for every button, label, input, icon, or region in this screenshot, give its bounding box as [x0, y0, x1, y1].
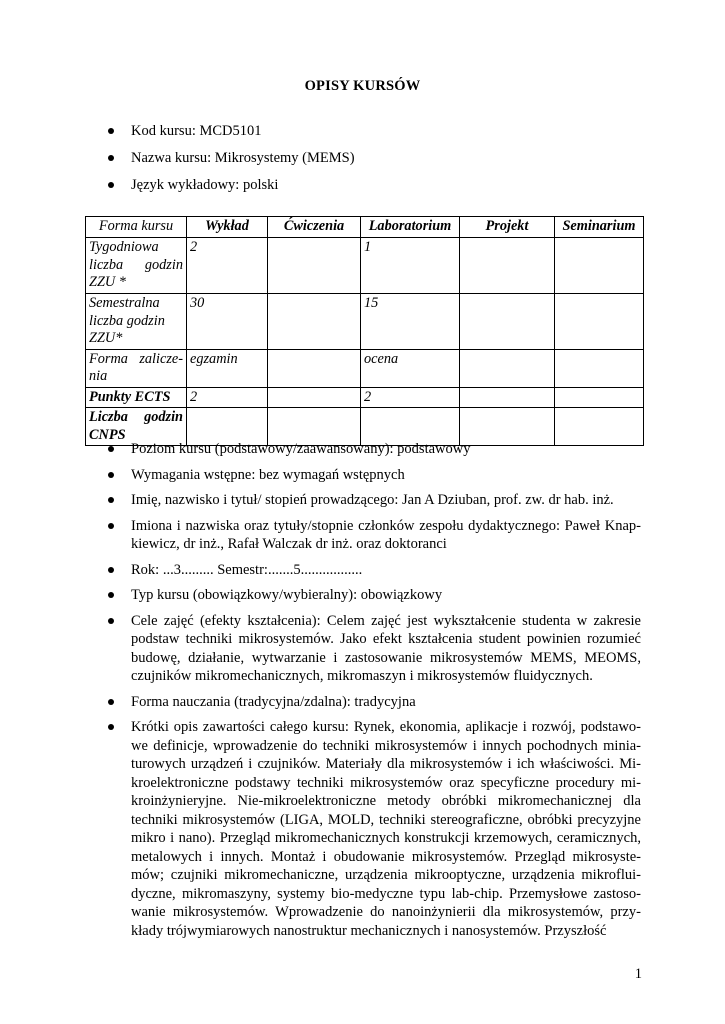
teaching-form: Forma nauczania (tradycyjna/zdalna): tradycyjna [131, 693, 416, 710]
bullet-icon [108, 724, 114, 730]
list-item [105, 612, 641, 686]
list-item [105, 122, 355, 149]
year-semester: Rok: ...3......... Semestr:.......5................. [131, 561, 363, 578]
table-cell [268, 387, 361, 408]
course-code: Kod kursu: MCD5101 [131, 123, 262, 139]
list-item [105, 561, 641, 580]
course-details-list [105, 440, 641, 947]
table-cell: 2 [187, 387, 268, 408]
bullet-icon [108, 699, 114, 705]
table-cell [555, 294, 644, 350]
list-item [105, 149, 355, 176]
table-cell: 15 [361, 294, 460, 350]
table-row-label: Forma zalicze- nia [86, 349, 187, 387]
bullet-icon [108, 497, 114, 503]
table-cell: 2 [187, 238, 268, 294]
bullet-icon [108, 618, 114, 624]
bullet-icon [108, 155, 114, 161]
list-item [105, 466, 641, 485]
course-name: Nazwa kursu: Mikrosystemy (MEMS) [131, 150, 355, 166]
course-description: Krótki opis zawartości całego kursu: Rynek, ekonomia, aplikacje i rozwój, podstawo-we definicje, wprowadzenie do techniki mikrosystemów i innych pochodnych minia-turowych urządzeń i czujników. Materiały dla mikrosystemów i ich właściwości. Mi-kroelektroniczne podstawy techniki mikrosystemów oraz specyficzne procedury mi-kroinżynieryjne. Nie-mikroelektroniczne metody obróbki mikromechanicznej dla techniki mikrosystemów (LIGA, MOLD, techniki stereograficzne, obróbki precyzyjne mikro i nano). Przegląd mikromechanicznych konstrukcji krzemowych, ceramicznych, metalowych i innych. Montaż i obudowanie mikrosystemów. Przegląd mikrosyste-mów; czujniki mikromechaniczne, urządzenia mikrooptyczne, urządzenia mikroflui-dyczne, mikromaszyny, systemy bio-medyczne typu lab-chip. Przemysłowe zastoso-wanie mikrosystemów. Wprowadzenie do nanoinżynierii dla mikrosystemów, przy-kłady trójwymiarowych nanostruktur mechanicznych i nanosystemów. Przyszłość [131, 719, 641, 939]
list-item [105, 491, 641, 510]
bullet-icon [108, 472, 114, 478]
bullet-icon [108, 446, 114, 452]
list-item [105, 586, 641, 605]
table-row [86, 387, 644, 408]
table-header-cell: Seminarium [555, 217, 644, 238]
table-cell [460, 387, 555, 408]
table-row [86, 294, 644, 350]
table-header-cell: Projekt [460, 217, 555, 238]
bullet-icon [108, 567, 114, 573]
course-level: Poziom kursu (podstawowy/zaawansowany): podstawowy [131, 441, 471, 457]
bullet-icon [108, 128, 114, 134]
table-header-cell: Ćwiczenia [268, 217, 361, 238]
list-item [105, 718, 641, 940]
table-header-cell: Forma kursu [86, 217, 187, 238]
table-cell [555, 238, 644, 294]
course-type: Typ kursu (obowiązkowy/wybieralny): obowiązkowy [131, 587, 443, 603]
prerequisites: Wymagania wstępne: bez wymagań wstępnych [131, 466, 405, 483]
list-item [105, 517, 641, 554]
table-cell [268, 294, 361, 350]
course-header-list [105, 122, 355, 203]
table-row-label: Semestralna liczba godzin ZZU* [86, 294, 187, 350]
list-item [105, 693, 641, 712]
table-cell: ocena [361, 349, 460, 387]
table-header-cell: Wykład [187, 217, 268, 238]
table-header-row [86, 217, 644, 238]
table-row-label: Liczba godzin CNPS [86, 408, 187, 446]
list-item [105, 176, 355, 203]
bullet-icon [108, 182, 114, 188]
page-number: 1 [634, 966, 642, 982]
table-cell [268, 349, 361, 387]
table-cell [460, 294, 555, 350]
table-header-cell: Laboratorium [361, 217, 460, 238]
table-cell [268, 238, 361, 294]
table-cell [460, 349, 555, 387]
table-cell: egzamin [187, 349, 268, 387]
list-item [105, 440, 641, 459]
bullet-icon [108, 592, 114, 598]
table-row [86, 238, 644, 294]
table-row-label: Punkty ECTS [86, 387, 187, 408]
teaching-team: Imiona i nazwiska oraz tytuły/stopnie członków zespołu dydaktycznego: Paweł Knap-kiewicz, dr inż., Rafał Walczak dr inż. oraz doktoranci [131, 517, 641, 552]
table-cell [555, 387, 644, 408]
course-language: Język wykładowy: polski [131, 177, 279, 193]
table-row [86, 349, 644, 387]
table-cell [460, 238, 555, 294]
table-cell [555, 349, 644, 387]
document-title: OPISY KURSÓW [304, 78, 421, 94]
table-cell: 2 [361, 387, 460, 408]
table-cell: 1 [361, 238, 460, 294]
table-row-label: Tygodniowa liczba godzin ZZU * [86, 238, 187, 294]
course-hours-table [85, 216, 644, 446]
table-cell: 30 [187, 294, 268, 350]
lecturer: Imię, nazwisko i tytuł/ stopień prowadzącego: Jan A Dziuban, prof. zw. dr hab. inż. [131, 492, 614, 508]
bullet-icon [108, 523, 114, 529]
course-objectives: Cele zajęć (efekty kształcenia): Celem zajęć jest wykształcenie studenta w zakresie podstaw techniki mikrosystemów. Jako efekt kształcenia student powinien rozumieć budowę, działanie, wytwarzanie i zastosowanie mikrosystemów MEMS, MEOMS, czujników mikromechanicznych, mikromaszyn i mikrosystemów fluidycznych. [131, 612, 641, 684]
